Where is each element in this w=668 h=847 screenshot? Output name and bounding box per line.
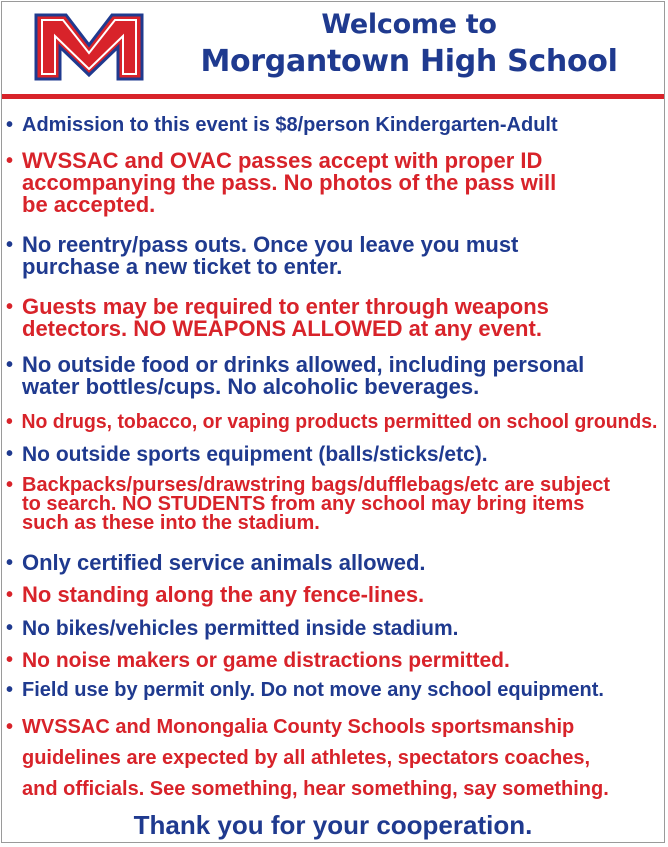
rule-line: Admission to this event is $8/person Kindergarten-Adult [22, 114, 558, 136]
rule-item [6, 618, 458, 639]
rule-item [6, 234, 518, 278]
rule-line: No outside sports equipment (balls/sticks/etc). [22, 443, 488, 466]
rule-text [6, 412, 657, 433]
rule-line: to search. NO STUDENTS from any school may bring items [22, 493, 585, 515]
rule-item [6, 412, 657, 433]
rule-line: No standing along the any fence-lines. [22, 582, 425, 607]
rule-line: No drugs, tobacco, or vaping products permitted on school grounds. [21, 411, 658, 433]
rule-line: WVSSAC and Monongalia County Schools sportsmanship [22, 716, 575, 738]
rule-text [6, 296, 549, 340]
rule-item [6, 650, 510, 671]
bullet-icon: • [6, 474, 14, 496]
rule-item [6, 444, 488, 465]
rule-line: WVSSAC and OVAC passes accept with proper ID [22, 148, 543, 173]
rule-item [6, 115, 558, 136]
rule-line: No noise makers or game distractions permitted. [22, 649, 510, 672]
bullet-icon: • [6, 617, 14, 639]
title-line-2: Morgantown High School [200, 44, 618, 79]
rule-item [6, 150, 556, 216]
rule-line: No outside food or drinks allowed, including personal [22, 352, 585, 377]
bullet-icon: • [6, 296, 14, 318]
rule-item [6, 712, 609, 805]
rule-line: Only certified service animals allowed. [22, 550, 426, 575]
event-rules-sign [1, 1, 665, 843]
rule-line: be accepted. [22, 192, 156, 217]
rule-line: No bikes/vehicles permitted inside stadium. [22, 617, 459, 640]
rule-line: guidelines are expected by all athletes, spectators coaches, [22, 747, 591, 769]
rule-text [6, 476, 610, 533]
bullet-icon: • [6, 443, 14, 465]
rule-item [6, 584, 424, 606]
bullet-icon: • [6, 584, 14, 606]
rule-text [6, 584, 424, 606]
rule-line: No reentry/pass outs. Once you leave you must [22, 232, 519, 257]
rule-text [6, 150, 556, 216]
rule-item [6, 476, 610, 533]
rule-text [6, 712, 609, 805]
sign-header [2, 2, 664, 94]
rule-item [6, 296, 549, 340]
rule-item [6, 680, 604, 701]
rule-line: Guests may be required to enter through weapons [22, 294, 549, 319]
bullet-icon: • [6, 411, 13, 433]
bullet-icon: • [6, 679, 14, 701]
title-line-1: Welcome to [321, 9, 497, 40]
welcome-title [164, 7, 654, 81]
rule-item [6, 552, 426, 574]
school-m-logo [32, 11, 146, 83]
rule-text [6, 354, 584, 398]
rule-text [6, 115, 558, 136]
closing-message: Thank you for your cooperation. [133, 810, 533, 840]
header-divider [2, 94, 664, 99]
rule-line: and officials. See something, hear something, say something. [22, 778, 609, 800]
rule-line: accompanying the pass. No photos of the pass will [22, 170, 557, 195]
logo-letter: M [32, 11, 33, 12]
bullet-icon: • [6, 354, 14, 376]
rule-line: detectors. NO WEAPONS ALLOWED at any event. [22, 316, 542, 341]
rule-line: purchase a new ticket to enter. [22, 254, 343, 279]
rule-text [6, 650, 510, 671]
rule-line: Backpacks/purses/drawstring bags/dufflebags/etc are subject [22, 474, 610, 496]
bullet-icon: • [6, 150, 14, 172]
bullet-icon: • [6, 114, 14, 136]
rule-text [6, 680, 604, 701]
bullet-icon: • [6, 552, 14, 574]
bullet-icon: • [6, 234, 14, 256]
rule-line: such as these into the stadium. [22, 512, 320, 534]
rule-text [6, 552, 426, 574]
rule-line: water bottles/cups. No alcoholic beverages. [22, 374, 480, 399]
rule-item [6, 354, 584, 398]
rule-line: Field use by permit only. Do not move any school equipment. [22, 679, 604, 701]
bullet-icon: • [6, 649, 14, 671]
rule-text [6, 618, 458, 639]
bullet-icon: • [6, 716, 14, 738]
rule-text [6, 444, 488, 465]
rule-text [6, 234, 518, 278]
